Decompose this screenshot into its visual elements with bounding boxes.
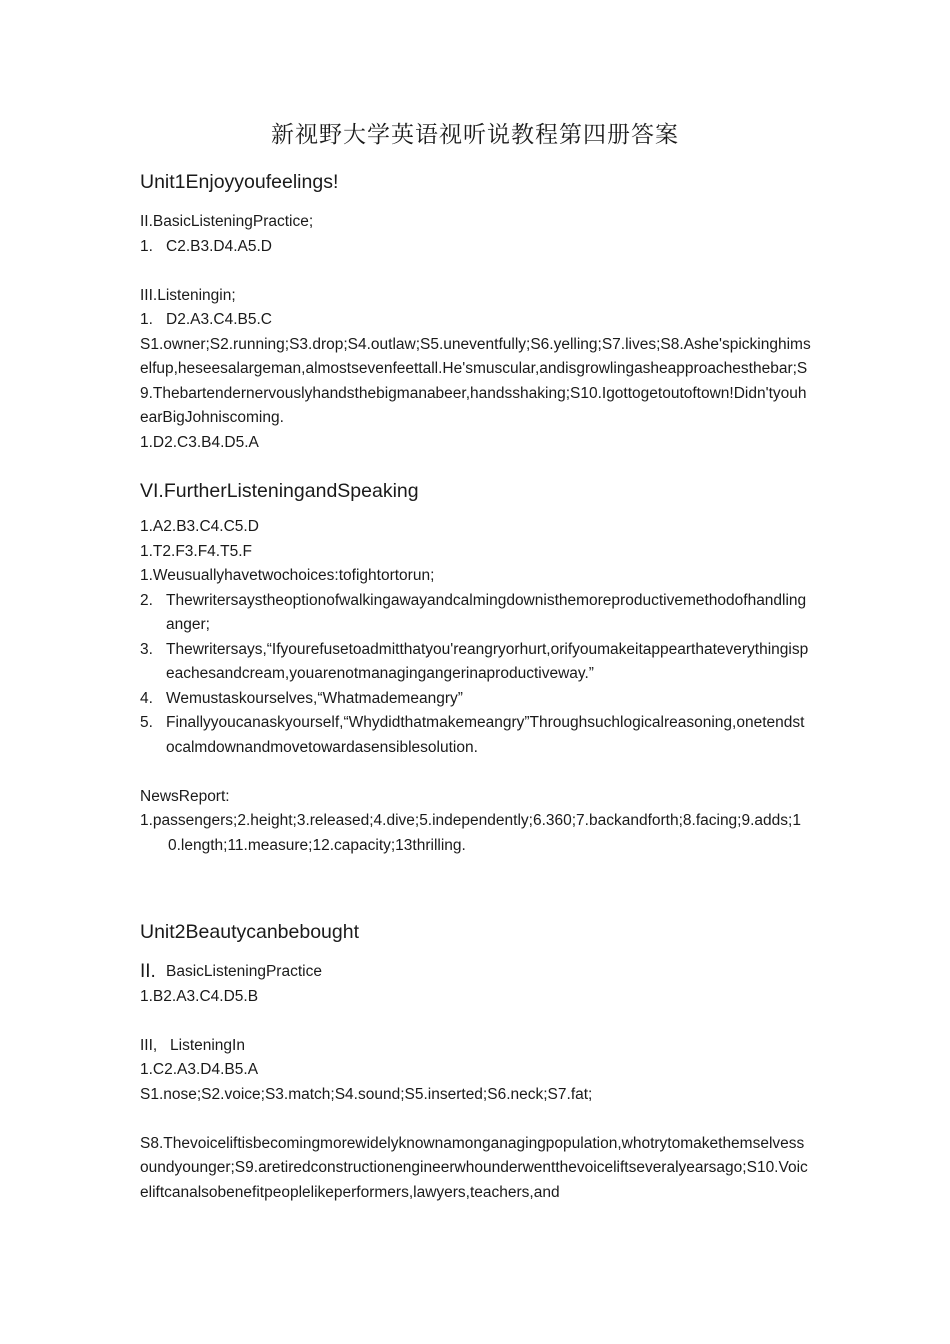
unit1-basic-heading: II.BasicListeningPractice; bbox=[140, 213, 314, 230]
unit1-listening-heading: III.Listeningin; bbox=[140, 286, 236, 304]
unit1-news-answers: 1.passengers;2.height;3.released;4.dive;5.independently;6.360;7.backandforth;8.facing;9.adds;10.length;11.measure;12.capacity;13thrilling. bbox=[140, 812, 801, 854]
list-number: 1. bbox=[140, 237, 153, 255]
list-text: Wemustaskourselves,“Whatmademeangry” bbox=[166, 689, 463, 707]
list-text: Thewritersaystheoptionofwalkingawayandcalmingdownisthemoreproductivemethodofhandlinganger; bbox=[166, 591, 807, 633]
unit2-basic-answers: 1.B2.A3.C4.D5.B bbox=[140, 987, 259, 1005]
list-text: ListeningIn bbox=[170, 1036, 245, 1054]
list-number: 4. bbox=[140, 689, 153, 707]
document-title: 新视野大学英语视听说教程第四册答案 bbox=[271, 122, 679, 148]
unit1-further-tf: 1.T2.F3.F4.T5.F bbox=[140, 542, 252, 560]
unit2-listening-answers: 1.C2.A3.D4.B5.A bbox=[140, 1061, 259, 1078]
unit2-basic-heading bbox=[140, 960, 812, 985]
list-item bbox=[140, 589, 812, 638]
unit2-s-answers-2: S8.Thevoiceliftisbecomingmorewidelyknownamonganagingpopulation,whotrytomakethemselvessoundyounger;S9.aretiredconstructionengineerwhounderwentthevoiceliftseveralyearsago;S10.Voiceliftcanalsobenefitpeoplelikeperformers,lawyers,teachers,and bbox=[140, 1134, 808, 1201]
unit1-listening-item bbox=[140, 308, 812, 333]
list-number: 1. bbox=[140, 311, 153, 328]
list-text: Finallyyoucanaskyourself,“Whydidthatmakemeangry”Throughsuchlogicalreasoning,onetendstocalmdownandmovetowardasensiblesolution. bbox=[166, 714, 805, 756]
list-text: C2.B3.D4.A5.D bbox=[166, 237, 272, 255]
unit2-listening-heading bbox=[140, 1034, 812, 1059]
unit1-further-heading: VI.FurtherListeningandSpeaking bbox=[140, 480, 419, 502]
unit1-s-answers: S1.owner;S2.running;S3.drop;S4.outlaw;S5.uneventfully;S6.yelling;S7.lives;S8.Ashe'spickinghimselfup,heseesalargeman,almostsevenfeettall.He'smuscular,andisgrowlingasheapproachesthebar;S9.Thebartendernervouslyhandsthebigmanabeer,handsshaking;S10.Igottogetoutoftown!Didn'tyouhearBigJohniscoming. bbox=[140, 335, 811, 426]
list-item bbox=[140, 711, 812, 760]
unit2-s-answers-1: S1.nose;S2.voice;S3.match;S4.sound;S5.inserted;S6.neck;S7.fat; bbox=[140, 1085, 593, 1103]
unit1-further-q1: 1.Weusuallyhavetwochoices:tofightortorun; bbox=[140, 567, 435, 584]
list-number: II. bbox=[140, 961, 156, 982]
list-item bbox=[140, 687, 812, 712]
unit1-further-mc: 1.A2.B3.C4.C5.D bbox=[140, 518, 259, 535]
list-number: III, bbox=[140, 1036, 158, 1054]
list-text: D2.A3.C4.B5.C bbox=[166, 311, 272, 328]
list-number: 2. bbox=[140, 591, 153, 609]
unit1-news-heading: NewsReport: bbox=[140, 787, 230, 805]
unit1-final-answers: 1.D2.C3.B4.D5.A bbox=[140, 433, 259, 451]
document-body bbox=[140, 168, 812, 1205]
unit2-heading: Unit2Beautycanbebought bbox=[140, 921, 360, 943]
list-text: BasicListeningPractice bbox=[166, 963, 322, 980]
list-number: 3. bbox=[140, 640, 153, 658]
list-item bbox=[140, 638, 812, 687]
unit1-heading: Unit1Enjoyyoufeelings! bbox=[140, 171, 339, 193]
list-text: Thewritersays,“Ifyourefusetoadmitthatyou'reangryorhurt,orifyoumakeitappearthateverythingispeachesandcream,youarenotmanagingangerinaproductiveway.” bbox=[166, 640, 809, 682]
unit1-basic-item bbox=[140, 235, 812, 260]
list-number: 5. bbox=[140, 714, 153, 731]
